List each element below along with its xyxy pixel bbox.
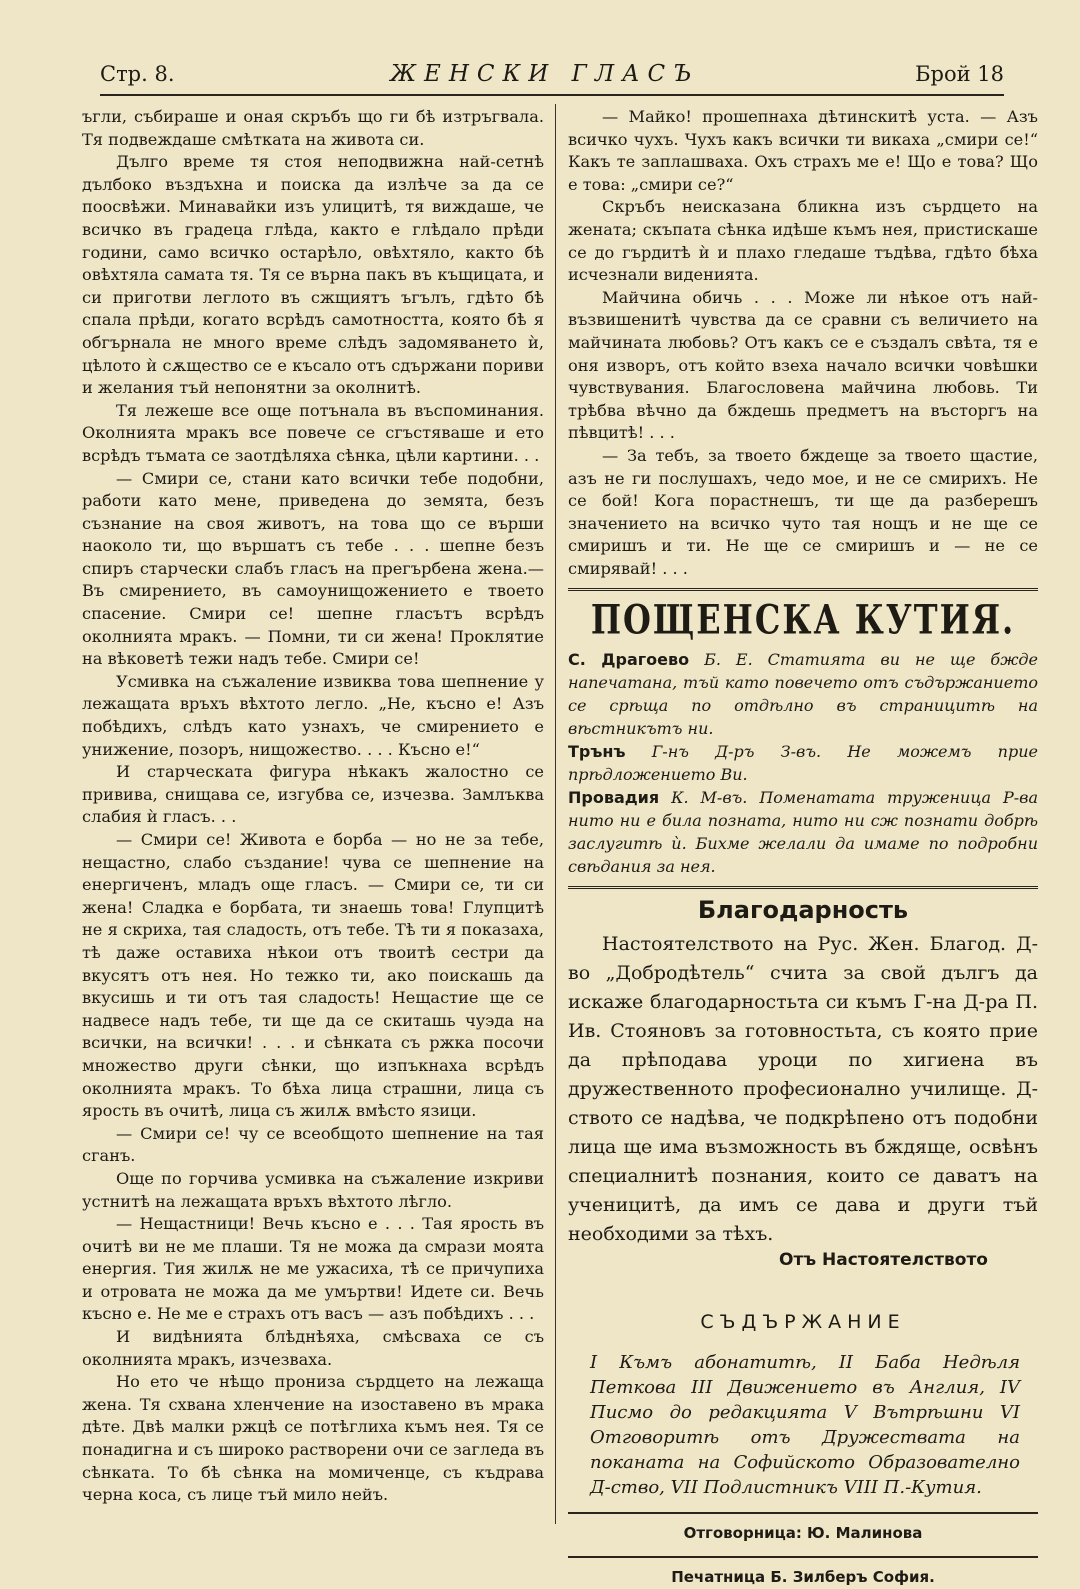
newspaper-title: ЖЕНСКИ ГЛАСЪ: [390, 61, 700, 87]
article-paragraph: — За тебъ, за твоето бждеще за твоето щастие, азъ не ги послушахъ, чедо мое, и не се смирихъ. Не се бой! Кога порастнешъ, ти ще да разберешъ значението на всичко чуто тая нощъ и не ще се смиришъ и ти. Не ще се смиришъ и — не се смирявай! . . .: [568, 445, 1038, 578]
right-column: [568, 106, 1038, 1587]
letter-message: Г-нъ Д-ръ З-въ. Не можемъ прие прѣдложението Ви.: [568, 742, 1038, 785]
article-paragraph: Тя лежеше все още потънала въ въспоминания. Околнията мракъ все повече се сгъстяваше и ето всрѣдъ тъмата се заотдѣляха сѣнка, цѣли картини. . .: [82, 400, 544, 465]
article-paragraph: — Смири се, стани като всички тебе подобни, работи като мене, приведена до земята, безъ съзнание на своя животъ, на това що се върши наоколо ти, що вършатъ съ тебе . . . шепне безъ спиръ старчески слабъ гласъ на прегърбена жена.—Въ смирението, въ самоунищожението е твоето спасение. Смири се! шепне гласътъ всрѣдъ околнията мракъ. — Помни, ти си жена! Проклятие на вѣковетѣ тежи надъ тебе. Смири се!: [82, 468, 544, 669]
article-paragraph: И видѣнията блѣднѣяха, смѣсваха се съ околнията мракъ, изчезваха.: [82, 1327, 544, 1369]
letter-message: К. М-въ. Поменатата труженица Р-ва нито ни е била позната, нито ни сж познати добрѣ заслугитѣ ѝ. Бихме желали да имаме по подробни свѣдания за нея.: [568, 788, 1038, 877]
article-paragraph: Скръбъ неисказана бликна изъ сърдцето на жената; скъпата сѣнка идѣше къмъ нея, пристискаше се до гърдитѣ ѝ и плахо гледаше тъдѣва, гдѣто бѣха исчезнали виденията.: [568, 197, 1038, 285]
article-paragraph: И старческата фигура нѣкакъ жалостно се привива, снищава се, изгубва се, изчезва. Замлъква слабия ѝ гласъ. . .: [82, 762, 544, 827]
thanks-signature: Отъ Настоятелството: [779, 1249, 988, 1270]
page-number: Стр. 8.: [100, 62, 175, 86]
article-paragraph: ъгли, събираше и оная скръбъ що ги бѣ изтръгвала. Тя подвеждаше смѣтката на живота си.: [82, 107, 544, 149]
letter-place: Трънъ: [568, 742, 626, 762]
page-header: [100, 54, 1004, 96]
article-paragraph: — Смири се! чу се всеобщото шепнение на тая сганъ.: [82, 1123, 544, 1166]
letter-place: С. Драгоево: [568, 650, 690, 670]
section-rule: [568, 588, 1038, 591]
article-paragraph: Усмивка на съжаление извиква това шепнение у лежащата връхъ вѣхтото легло. „Не, късно е! Азъ побѣдихъ, слѣдъ като узнахъ, че смирението е унижение, позоръ, нищожество. . . . Късно е!“: [82, 671, 544, 759]
article-paragraph: — Смири се! Живота е борба — но не за тебе, нещастно, слабо създание! чува се шепнение на енергиченъ, младъ още гласъ. — Смири се, ти си жена! Сладка е борбата, ти знаешь това! Глупцитѣ не я скриха, тая сладость, отъ тебе. Тѣ ти я показаха, тѣ даже оставиха нѣкои отъ твоитѣ сестри да вкусятъ отъ нея. Но тежко ти, ако поискашь да вкусишь и ти отъ тая сладость! Нещастие ще се надвесе надъ тебе, ти ще да се скиташь чуэда на всички, на всички! . . . и сѣнката съ ржка посочи множество други сѣнки, що изпъкнаха всрѣдъ околнията мракъ. То бѣха лица страшни, лица съ ярость въ очитѣ, лица съ жилѫ вмѣсто язици.: [82, 830, 544, 1121]
article-paragraph: Още по горчива усмивка на съжаление изкриви устнитѣ на лежащата връхъ вѣхтото лѣгло.: [82, 1168, 544, 1211]
printer-credit: Печатница Б. Зилберъ София.: [671, 1568, 935, 1587]
letter-message: Б. Е. Статията ви не ще бжде напечатана, тъй като повечето отъ съдържанието се срѣща по отдѣлно въ страницитѣ на вѣстникътъ ни.: [568, 650, 1038, 739]
contents-title: СЪДЪРЖАНИЕ: [700, 1311, 906, 1334]
column-divider: [555, 104, 556, 1524]
letter-place: Провадия: [568, 788, 660, 808]
thanks-title: Благодарность: [697, 896, 909, 925]
editor-credit: Отговорница: Ю. Малинова: [683, 1523, 923, 1542]
article-paragraph: — Майко! прошепнаха дѣтинскитѣ уста. — Азъ всичко чухъ. Чухъ какъ всички ти викаха „смири се!“ Какъ те заплашваха. Охъ страхъ ме е! Що е това? Що е това: „смири се?“: [568, 107, 1038, 194]
section-rule: [568, 886, 1038, 889]
mailbox-letter: [568, 740, 1038, 786]
contents-body: I Къмъ абонатитѣ, II Баба Недѣля Петкова III Движението въ Англия, IV Писмо до редакцията V Вътрѣшни VI Отговоритѣ отъ Дружествата на поканата на Софийското Образователно Д-ство, VII Подлистникъ VIII П.-Кутия.: [590, 1351, 1020, 1498]
article-paragraph: Майчина обичь . . . Може ли нѣкое отъ най-възвишенитѣ чувства да се сравни съ величието на майчината любовь? Отъ какъ се е създалъ свѣта, тя е оня изворъ, отъ който взеха начало всички човѣшки чувствувания. Благословена майчина любовь. Ти трѣбва вѣчно да бждешь предметъ на въсторгъ на пѣвцитѣ! . . .: [568, 287, 1038, 443]
issue-number: Брой 18: [915, 62, 1004, 86]
mailbox-letter: [568, 786, 1038, 878]
footer-rule: [568, 1512, 1038, 1514]
article-paragraph: Дълго време тя стоя неподвижна най-сетнѣ дълбоко въздъхна и поиска да излѣче за да се поосвѣжи. Минавайки изъ улицитѣ, тя виждаше, че всичко въ градеца глѣда, както е глѣдало прѣди години, само всичко остарѣло, овѣхтяло, както бѣ овѣхтяла самата тя. Тя се върна пакъ въ къщицата, и си приготви леглото въ сжщиятъ ъгълъ, гдѣто бѣ спала прѣди, когато всрѣдъ самотността, която бѣ я обгърнала не много време слѣдъ задомяването ѝ, цѣлото ѝ сѫщество се е късало отъ сдържани пориви и желания тъй непонятни за околнитѣ.: [82, 152, 544, 398]
footer-rule: [568, 1556, 1038, 1558]
article-paragraph: — Нещастници! Вечь късно е . . . Тая ярость въ очитѣ ви не ме плаши. Тя не можа да смрази моята енергия. Тия жилѫ не ме ужасиха, тѣ се причупиха и отровата не можа да ме умъртви! Идете си. Вечь късно е. Не ме е страхъ отъ васъ — азъ побѣдихъ . . .: [82, 1214, 544, 1324]
left-column: [82, 106, 544, 1528]
mailbox-title: ПОЩЕНСКА КУТИЯ.: [590, 596, 1016, 645]
article-paragraph: Но ето че нѣщо прониза сърдцето на лежаща жена. Тя схвана хленчение на изоставено въ мрака дѣте. Двѣ малки ржцѣ се потѣглиха къмъ нея. Тя се понадигна и съ широко растворени очи се загледа въ сѣнката. То бѣ сѣнка на момиченце, съ къдрава черна коса, съ лице тъй мило нейъ.: [82, 1372, 544, 1505]
mailbox-letter: [568, 648, 1038, 740]
thanks-body: Настоятелството на Рус. Жен. Благод. Д-во „Добродѣтель“ счита за свой дългъ да искаже благодарностьта си къмъ Г-на Д-ра П. Ив. Стояновъ за готовностьта, съ която прие да прѣподава уроци по хигиена въ дружественното професионално училище. Д-ството се надѣва, че подкрѣпено отъ подобни лица ще има възможность въ бждяще, освѣнъ специалнитѣ познания, които се даватъ на ученицитѣ, да имъ се дава и други тъй необходими за тѣхъ.: [568, 932, 1038, 1245]
